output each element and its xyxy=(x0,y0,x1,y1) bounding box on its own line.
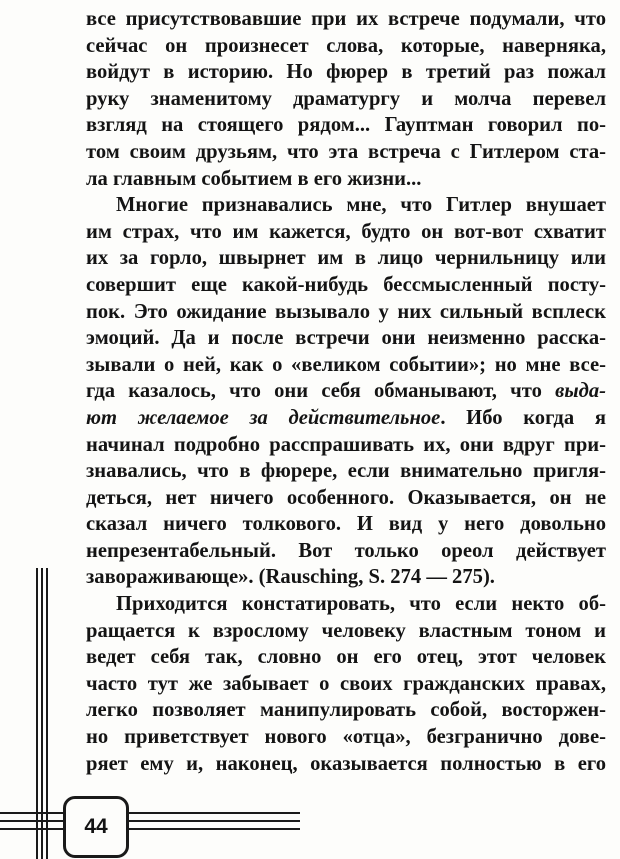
italic-run: выда- xyxy=(555,380,606,403)
footer-rule xyxy=(0,820,300,822)
text-run: гда казалось, что они себя обманывают, что xyxy=(86,380,556,403)
text-line: войдут в историю. Но фюрер в третий раз пожал xyxy=(86,61,606,84)
text-line: все присутствовавшие при их встрече подумали, что xyxy=(86,8,606,30)
text-line: эмоций. Да и после встречи они неизменно расска- xyxy=(86,327,606,350)
text-line: ведет себя так, словно он его отец, этот человек xyxy=(86,646,606,669)
text-line: ращается к взрослому человеку властным тоном и xyxy=(86,619,606,642)
text-line: Приходится констатировать, что если некто об- xyxy=(116,593,606,616)
paragraph-3 xyxy=(86,591,606,777)
text-line: но приветствует нового «отца», безгранично дове- xyxy=(86,726,606,749)
page-number-box xyxy=(63,796,129,858)
text-line-mixed xyxy=(86,405,606,432)
italic-run: ют желаемое за действительное xyxy=(86,406,441,429)
text-line: им страх, что им кажется, будто он вот-вот схватит xyxy=(86,220,606,243)
text-line: пок. Это ожидание вызывало у них сильный всплеск xyxy=(86,300,606,323)
paragraph-2 xyxy=(86,192,606,591)
text-line: совершит еще какой-нибудь бессмысленный посту- xyxy=(86,273,606,296)
text-line: знавались, что в фюрере, если внимательно пригля- xyxy=(86,460,606,483)
margin-rule xyxy=(46,568,48,859)
text-line: сейчас он произнесет слова, которые, наверняка, xyxy=(86,34,606,57)
text-line: руку знаменитому драматургу и молча перевел xyxy=(86,87,606,110)
margin-rule xyxy=(41,568,43,859)
text-line: непрезентабельный. Вот только ореол действует xyxy=(86,539,606,562)
page-number: 44 xyxy=(84,815,108,838)
text-line: зывали о ней, как о «великом событии»; но мне все- xyxy=(86,353,606,376)
text-run: . Ибо когда я xyxy=(440,406,606,429)
text-line-mixed xyxy=(86,378,606,405)
footer-rule xyxy=(0,812,300,814)
text-line: взгляд на стоящего рядом... Гауптман говорил по- xyxy=(86,114,606,137)
text-line: деться, нет ничего особенного. Оказывается, он не xyxy=(86,486,606,509)
paragraph-1 xyxy=(86,6,606,192)
margin-rule xyxy=(36,568,38,859)
text-line: Многие признавались мне, что Гитлер внушает xyxy=(116,194,606,217)
body-text xyxy=(86,6,606,777)
text-line: завораживающе». (Rausching, S. 274 — 275). xyxy=(86,566,495,589)
text-line: их за горло, швырнет им в лицо чернильницу или xyxy=(86,247,606,270)
text-line: ла главным событием в его жизни... xyxy=(86,167,422,190)
text-line: часто тут же забывает о своих гражданских правах, xyxy=(86,672,606,695)
footer-rule xyxy=(0,828,300,830)
text-line: начинал подробно расспрашивать их, они вдруг при- xyxy=(86,433,606,456)
text-line: легко позволяет манипулировать собой, восторжен- xyxy=(86,699,606,722)
text-line: ряет ему и, наконец, оказывается полностью в его xyxy=(86,752,606,775)
text-line: сказал ничего толкового. И вид у него довольно xyxy=(86,513,606,536)
text-line: том своим друзьям, что эта встреча с Гитлером ста- xyxy=(86,140,606,163)
